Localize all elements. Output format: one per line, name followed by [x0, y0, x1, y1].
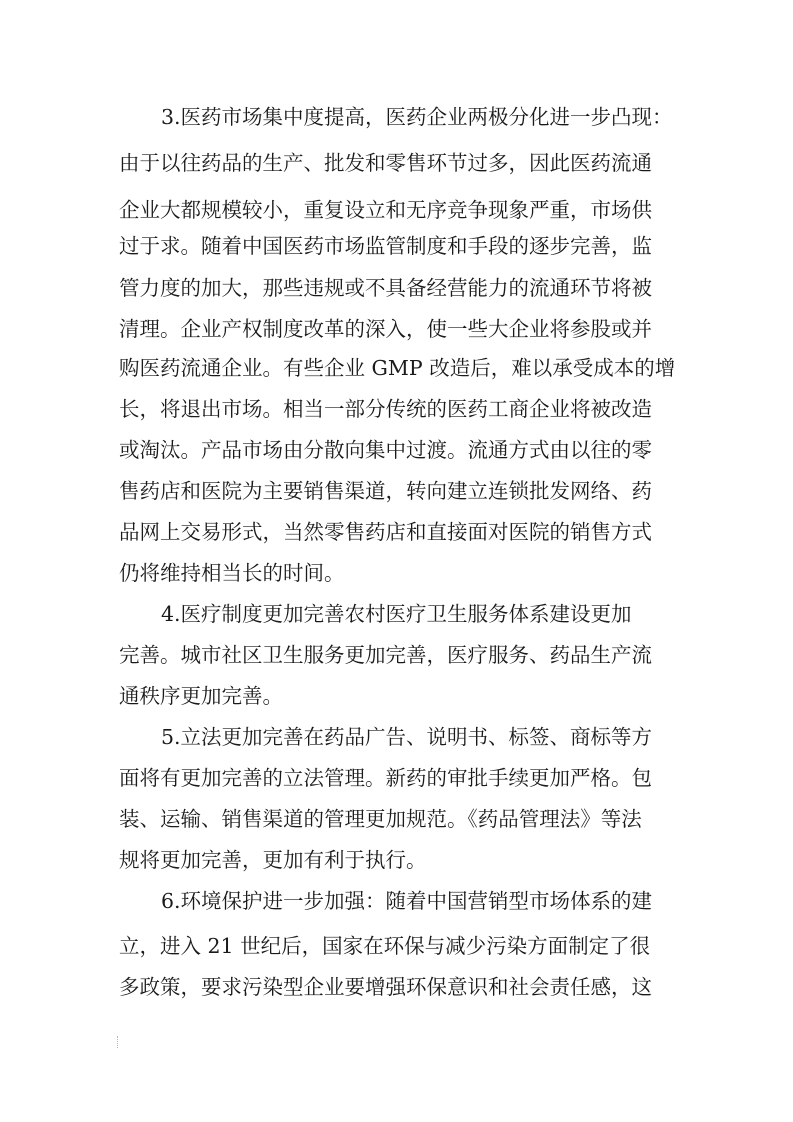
text-line: 6.环境保护进一步加强：随着中国营销型市场体系的建: [161, 889, 653, 913]
text-line: 购医药流通企业。有些企业 GMP 改造后，难以承受成本的增: [119, 356, 676, 380]
text-line: 企业大都规模较小，重复设立和无序竞争现象严重，市场供: [119, 198, 652, 222]
text-line: 3.医药市场集中度提高，医药企业两极分化进一步凸现：: [161, 105, 673, 129]
text-line: 仍将维持相当长的时间。: [119, 561, 345, 585]
text-line: 通秩序更加完善。: [119, 684, 283, 708]
text-line: 5.立法更加完善在药品广告、说明书、标签、商标等方: [161, 725, 653, 749]
text-line: 过于求。随着中国医药市场监管制度和手段的逐步完善，监: [119, 234, 652, 258]
text-line: 装、运输、销售渠道的管理更加规范。《药品管理法》等法: [119, 807, 642, 831]
text-line: 清理。企业产权制度改革的深入，使一些大企业将参股或并: [119, 317, 652, 341]
text-line: 或淘汰。产品市场由分散向集中过渡。流通方式由以往的零: [119, 438, 652, 462]
text-line: 管力度的加大，那些违规或不具备经营能力的流通环节将被: [119, 276, 652, 300]
text-line: 完善。城市社区卫生服务更加完善，医疗服务、药品生产流: [119, 643, 652, 667]
text-line: 长，将退出市场。相当一部分传统的医药工商企业将被改造: [119, 397, 652, 421]
text-line: 多政策，要求污染型企业要增强环保意识和社会责任感，这: [119, 975, 652, 999]
margin-marker: [117, 1036, 119, 1048]
text-line: 规将更加完善，更加有利于执行。: [119, 848, 427, 872]
text-line: 立，进入 21 世纪后，国家在环保与减少污染方面制定了很: [119, 934, 651, 958]
text-line: 面将有更加完善的立法管理。新药的审批手续更加严格。包: [119, 766, 652, 790]
text-line: 4.医疗制度更加完善农村医疗卫生服务体系建设更加: [161, 602, 632, 626]
text-line: 由于以往药品的生产、批发和零售环节过多，因此医药流通: [119, 151, 652, 175]
text-line: 品网上交易形式，当然零售药店和直接面对医院的销售方式: [119, 520, 652, 544]
text-line: 售药店和医院为主要销售渠道，转向建立连锁批发网络、药: [119, 479, 652, 503]
